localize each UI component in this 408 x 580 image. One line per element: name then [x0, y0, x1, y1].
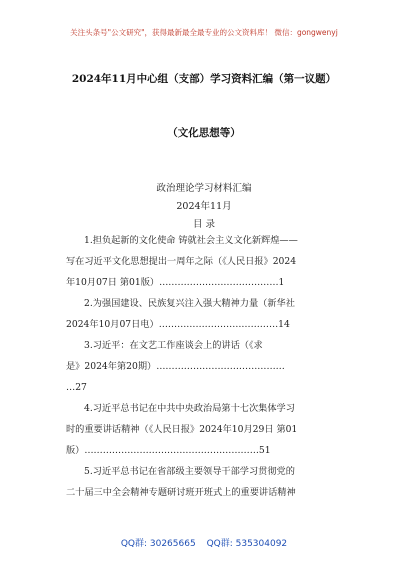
qq-group-1: QQ群: 30265665: [120, 539, 196, 549]
toc-entry-5[interactable]: [66, 461, 352, 503]
toc-entry-line: 2.为强国建设、民族复兴注入强大精神力量（新华社: [84, 298, 295, 309]
header-promo-note: 关注头条号"公文研究"，获得最新最全最专业的公文资料库！ 微信：gongwenyj: [70, 28, 338, 37]
toc-entry-line: 时的重要讲话精神（《人民日报》2024年10月29日 第01: [66, 424, 298, 435]
toc-entry-line: 1.担负起新的文化使命 铸就社会主义文化新辉煌——: [84, 235, 298, 246]
toc-entry-line: 写在习近平文化思想提出一周年之际（《人民日报》2024: [66, 256, 297, 267]
document-subtitle: （文化思想等）: [167, 127, 241, 139]
toc-entry-line: 版）…………………………………………………51: [66, 445, 271, 456]
footer-contact: [0, 536, 408, 549]
toc-entry-line: 2024年10月07日电）…………………………………14: [66, 319, 290, 330]
toc-entry-2[interactable]: [66, 293, 352, 335]
toc-entry-line: …27: [66, 382, 87, 393]
toc-entry-line: 年10月07日 第01版）…………………………………1: [66, 277, 285, 288]
toc-entry-line: 二十届三中全会精神专题研讨班开班式上的重要讲话精神: [66, 487, 296, 498]
compilation-date: 2024年11月: [176, 201, 232, 212]
toc-entry-3[interactable]: [66, 335, 352, 398]
qq-group-2: QQ群: 535304092: [206, 539, 288, 549]
toc-entry-4[interactable]: [66, 398, 352, 461]
compilation-name: 政治理论学习材料汇编: [156, 183, 252, 194]
toc-entry-line: 5.习近平总书记在省部级主要领导干部学习贯彻党的: [84, 466, 295, 477]
table-of-contents: [66, 230, 352, 503]
toc-entry-line: 3.习近平：在文艺工作座谈会上的讲话（《求: [84, 340, 263, 351]
document-title: 2024年11月中心组（支部）学习资料汇编（第一议题）: [71, 73, 337, 85]
toc-heading: 目 录: [192, 219, 216, 230]
toc-entry-line: 4.习近平总书记在中共中央政治局第十七次集体学习: [84, 403, 295, 414]
toc-entry-line: 是》2024年第20期）……………………………………: [66, 361, 285, 372]
toc-entry-1[interactable]: [66, 230, 352, 293]
